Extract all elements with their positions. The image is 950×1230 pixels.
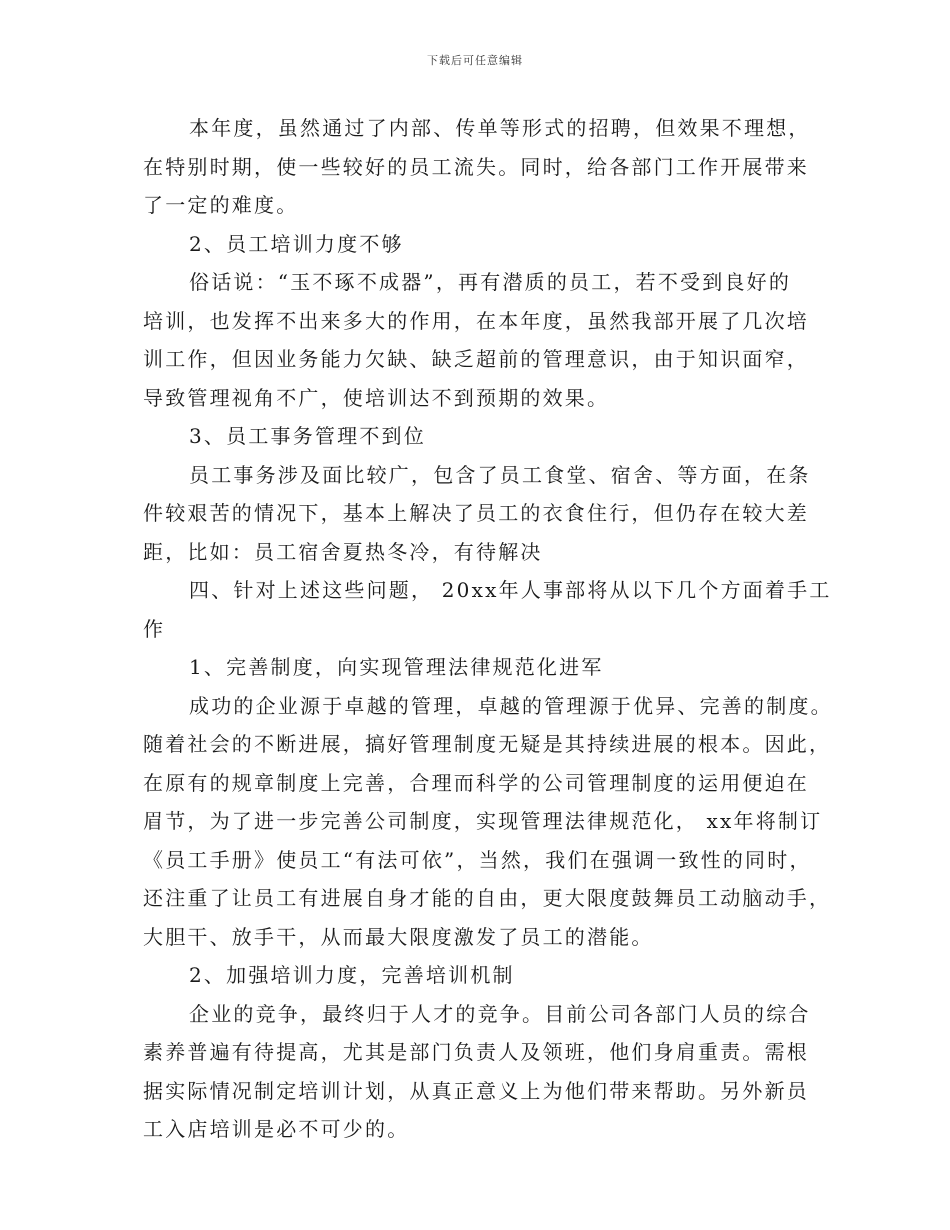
paragraph-line: 俗话说：“玉不琢不成器”，再有潜质的员工，若不受到良好的 — [189, 270, 792, 294]
section-heading: 1、完善制度，向实现管理法律规范化进军 — [189, 655, 604, 679]
section-heading: 四、针对上述这些问题， 20xx年人事部将从以下几个方面着手工 — [189, 578, 832, 602]
paragraph-line: 素养普遍有待提高，尤其是部门负责人及领班，他们身肩重责。需根 — [143, 1040, 809, 1064]
paragraph-line: 据实际情况制定培训计划，从真正意义上为他们带来帮助。另外新员 — [143, 1078, 809, 1103]
section-heading: 作 — [143, 616, 166, 641]
paragraph-line: 还注重了让员工有进展自身才能的自由，更大限度鼓舞员工动脑动手， — [143, 886, 832, 910]
document-body — [143, 109, 833, 1149]
paragraph-line: 本年度，虽然通过了内部、传单等形式的招聘，但效果不理想， — [189, 116, 811, 140]
page-header: 下载后可任意编辑 — [427, 54, 523, 67]
paragraph-line: 眉节，为了进一步完善公司制度，实现管理法律规范化， xx年将制订 — [143, 809, 823, 833]
paragraph-line: 企业的竞争，最终归于人才的竞争。目前公司各部门人员的综合 — [189, 1001, 811, 1026]
paragraph-line: 《员工手册》使员工“有法可依”，当然，我们在强调一致性的同时， — [143, 847, 812, 872]
paragraph-line: 工入店培训是必不可少的。 — [143, 1117, 410, 1141]
paragraph-line: 在原有的规章制度上完善，合理而科学的公司管理制度的运用便迫在 — [143, 770, 809, 795]
paragraph-line: 员工事务涉及面比较广，包含了员工食堂、宿舍、等方面，在条 — [189, 462, 811, 487]
section-heading: 2、加强培训力度，完善培训机制 — [189, 963, 515, 987]
paragraph-line: 件较艰苦的情况下，基本上解决了员工的衣食住行，但仍存在较大差 — [143, 501, 809, 525]
paragraph-line: 随着社会的不断进展，搞好管理制度无疑是其持续进展的根本。因此， — [143, 732, 832, 756]
paragraph-line: 培训，也发挥不出来多大的作用，在本年度，虽然我部开展了几次培 — [143, 308, 809, 333]
paragraph-line: 距，比如：员工宿舍夏热冬冷，有待解决 — [143, 539, 543, 564]
paragraph-line: 大胆干、放手干，从而最大限度激发了员工的潜能。 — [143, 924, 654, 949]
paragraph-line: 在特别时期，使一些较好的员工流失。同时，给各部门工作开展带来 — [143, 154, 809, 179]
paragraph-line: 了一定的难度。 — [143, 193, 299, 217]
section-heading: 3、员工事务管理不到位 — [189, 424, 426, 448]
section-heading: 2、员工培训力度不够 — [189, 231, 404, 256]
paragraph-line: 导致管理视角不广，使培训达不到预期的效果。 — [143, 385, 610, 410]
paragraph-line: 训工作，但因业务能力欠缺、缺乏超前的管理意识，由于知识面窄， — [143, 347, 809, 371]
paragraph-line: 成功的企业源于卓越的管理，卓越的管理源于优异、完善的制度。 — [189, 693, 833, 718]
